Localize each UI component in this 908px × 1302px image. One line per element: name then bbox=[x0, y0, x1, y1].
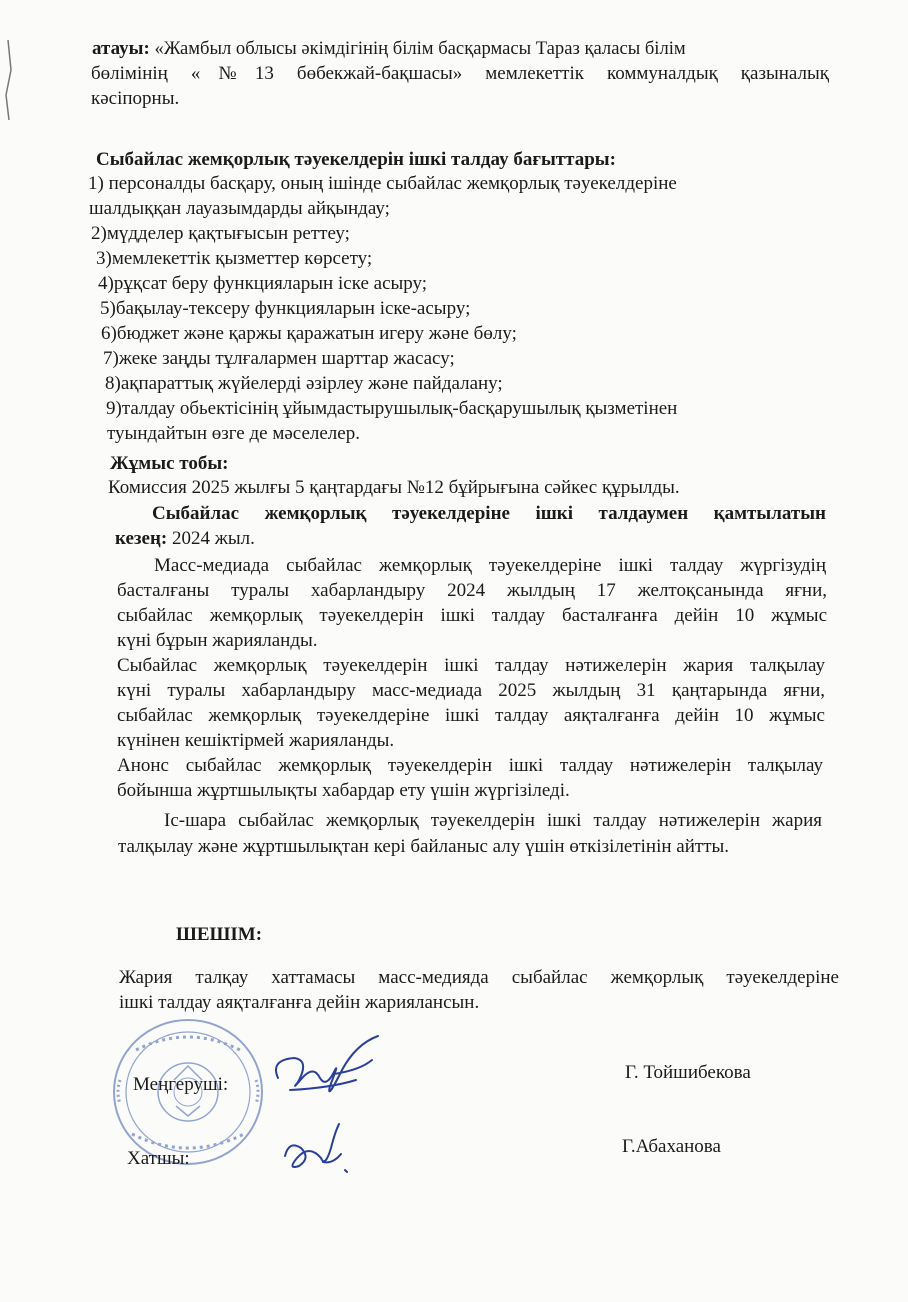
body-line: сыбайлас жемқорлық тәуекелдеріне ішкі талдау аяқталғанға дейін 10 жұмыс bbox=[117, 705, 825, 726]
body-line: басталғаны туралы хабарландыру 2024 жылдың 17 желтоқсанында яғни, bbox=[117, 580, 827, 601]
decision-line-2: ішкі талдау аяқталғанға дейін жариялансын. bbox=[119, 992, 480, 1013]
direction-line: туындайтын өзге де мәселелер. bbox=[107, 423, 360, 444]
direction-line: 2)мүдделер қақтығысын реттеу; bbox=[91, 223, 350, 244]
head-name: Г. Тойшибекова bbox=[625, 1062, 751, 1083]
secretary-name: Г.Абаханова bbox=[622, 1136, 721, 1157]
body-line: бойынша жұртшылықты хабардар ету үшін жүргізіледі. bbox=[117, 780, 570, 801]
body-line: сыбайлас жемқорлық тәуекелдерін ішкі талдау басталғанға дейін 10 жұмыс bbox=[117, 605, 827, 626]
header-line-2: бөлімінің «№13 бөбекжай-бақшасы» мемлекеттік коммуналдық қазыналық bbox=[91, 63, 829, 84]
direction-line: 1) персоналды басқару, оның ішінде сыбайлас жемқорлық тәуекелдеріне bbox=[88, 173, 677, 194]
direction-line: 9)талдау обьектісінің ұйымдастырушылық-басқарушылық қызметінен bbox=[106, 398, 678, 419]
body-line: талқылау және жұртшылықтан кері байланыс алу үшін өткізілетінін айтты. bbox=[118, 836, 730, 857]
period-line-2 bbox=[115, 528, 255, 550]
header-line-1 bbox=[92, 38, 832, 60]
direction-line: 4)рұқсат беру функцияларын іске асыру; bbox=[98, 273, 428, 294]
workgroup-text: Комиссия 2025 жылғы 5 қаңтардағы №12 бұйрығына сәйкес құрылды. bbox=[108, 477, 680, 498]
direction-line: 8)ақпараттық жүйелерді әзірлеу және пайдалану; bbox=[105, 373, 503, 394]
body-line: Анонс сыбайлас жемқорлық тәуекелдерін ішкі талдау нәтижелерін талқылау bbox=[117, 755, 823, 776]
direction-line: 6)бюджет және қаржы қаражатын игеру және бөлу; bbox=[101, 323, 517, 344]
period-value: 2024 жыл. bbox=[167, 528, 255, 549]
body-line: Іс-шара сыбайлас жемқорлық тәуекелдерін ішкі талдау нәтижелерін жария bbox=[164, 810, 822, 831]
period-title-line: Сыбайлас жемқорлық тәуекелдеріне ішкі талдаумен қамтылатын bbox=[152, 503, 826, 524]
scan-edge-mark bbox=[2, 40, 16, 120]
header-label: атауы: bbox=[92, 38, 150, 59]
direction-line: шалдыққан лауазымдарды айқындау; bbox=[89, 198, 390, 219]
head-signature bbox=[260, 1030, 390, 1110]
head-label: Меңгеруші: bbox=[133, 1074, 229, 1095]
secretary-label: Хатшы: bbox=[127, 1148, 190, 1169]
secretary-signature bbox=[275, 1118, 365, 1178]
body-line: Масс-медиада сыбайлас жемқорлық тәуекелдеріне ішкі талдау жүргізудің bbox=[154, 555, 826, 576]
direction-line: 5)бақылау-тексеру функцияларын іске-асыру; bbox=[100, 298, 471, 319]
decision-title: ШЕШІМ: bbox=[176, 924, 263, 945]
body-line: күнінен кешіктірмей жарияланды. bbox=[117, 730, 395, 751]
decision-line-1: Жария талқау хаттамасы масс-медияда сыбайлас жемқорлық тәуекелдеріне bbox=[119, 967, 839, 988]
body-line: күні туралы хабарландыру масс-медиада 2025 жылдың 31 қаңтарында яғни, bbox=[117, 680, 825, 701]
body-line: Сыбайлас жемқорлық тәуекелдерін ішкі талдау нәтижелерін жария талқылау bbox=[117, 655, 825, 676]
period-label: кезең: bbox=[115, 528, 168, 549]
workgroup-title: Жұмыс тобы: bbox=[110, 453, 229, 474]
header-line-3: кәсіпорны. bbox=[91, 88, 180, 109]
directions-title: Сыбайлас жемқорлық тәуекелдерін ішкі талдау бағыттары: bbox=[96, 149, 616, 170]
header-text-1: «Жамбыл облысы әкімдігінің білім басқармасы Тараз қаласы білім bbox=[154, 38, 686, 59]
direction-line: 3)мемлекеттік қызметтер көрсету; bbox=[96, 248, 373, 269]
body-line: күні бұрын жарияланды. bbox=[117, 630, 318, 651]
direction-line: 7)жеке заңды тұлғалармен шарттар жасасу; bbox=[103, 348, 455, 369]
